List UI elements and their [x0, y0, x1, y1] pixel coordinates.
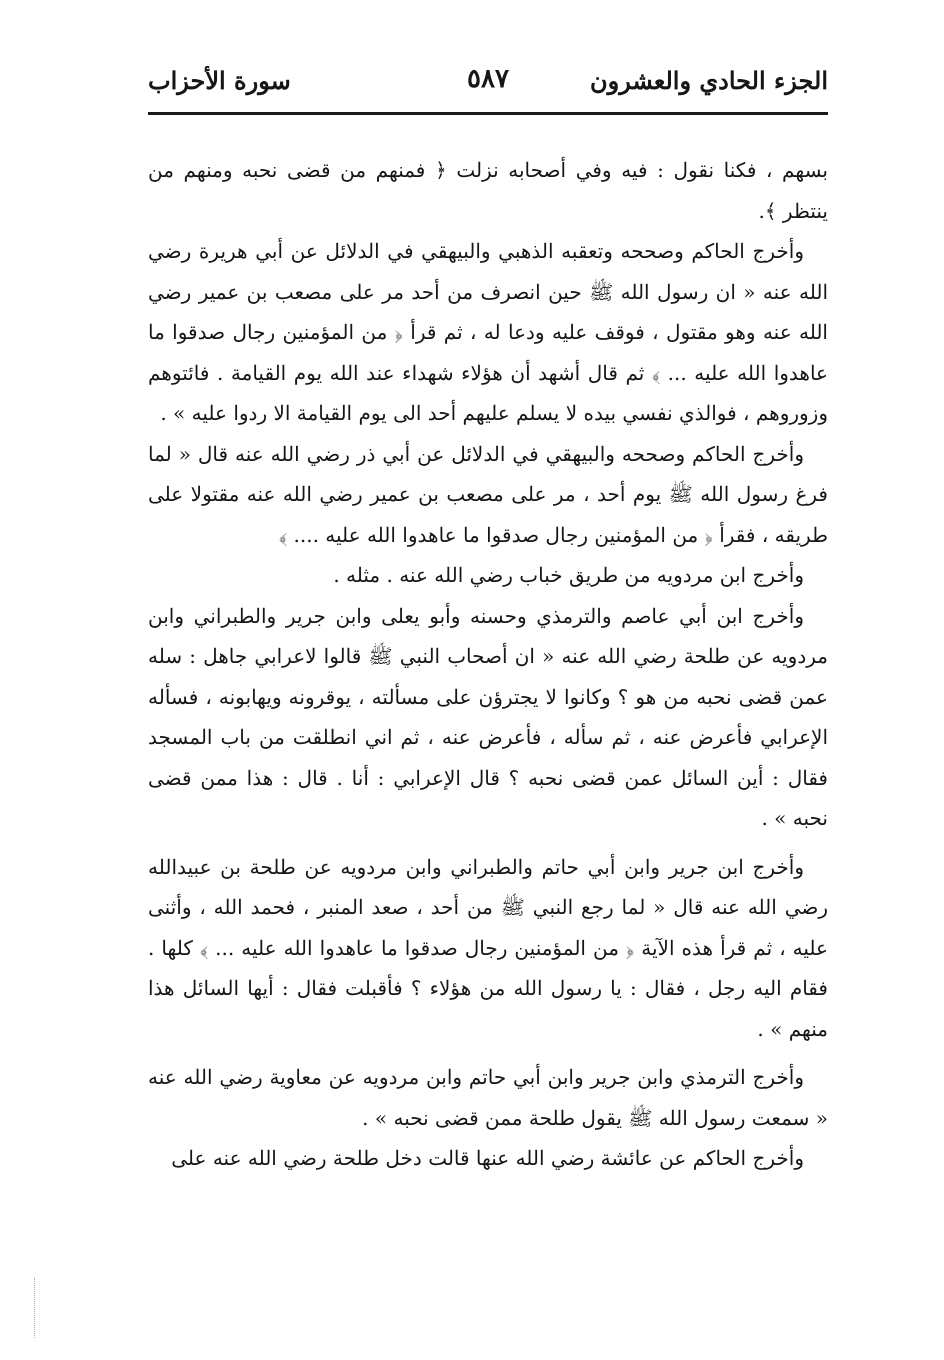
paragraph: وأخرج الحاكم وصححه وتعقبه الذهبي والبيهقي في الدلائل عن أبي هريرة رضي الله عنه « ان رسول الله ﷺ حين انصرف من أحد مر على مصعب بن عمير رضي الله عنه وهو مقتول ، فوقف عليه ودعا له ، ثم قرأ ﴿ من المؤمنين رجال صدقوا ما عاهدوا الله عليه ... ﴾ ثم قال أشهد أن هؤلاء شهداء عند الله يوم القيامة . فائتوهم وزوروهم ، فوالذي نفسي بيده لا يسلم عليهم أحد الى يوم القيامة الا ردوا عليه » . — [148, 239, 828, 425]
surah-title: سورة الأحزاب — [148, 66, 291, 95]
page-number: ٥٨٧ — [467, 64, 509, 94]
paragraph: وأخرج الحاكم وصححه والبيهقي في الدلائل عن أبي ذر رضي الله عنه قال « لما فرغ رسول الله ﷺ يوم أحد ، مر على مصعب بن عمير رضي الله عنه مقتولا على طريقه ، فقرأ ﴿ من المؤمنين رجال صدقوا ما عاهدوا الله عليه .... ﴾ — [148, 441, 828, 547]
scan-artifact — [34, 1278, 37, 1338]
paragraph: وأخرج ابن جرير وابن أبي حاتم والطبراني وابن مردويه عن طلحة بن عبيدالله رضي الله عنه قال « لما رجع النبي ﷺ من أحد ، صعد المنبر ، فحمد الله ، وأثنى عليه ، ثم قرأ هذه الآية ﴿ من المؤمنين رجال صدقوا ما عاهدوا الله عليه ... ﴾ كلها . فقام اليه رجل ، فقال : يا رسول الله من هؤلاء ؟ فأقبلت فقال : أيها السائل هذا منهم » . — [148, 854, 828, 1041]
paragraph: وأخرج ابن مردويه من طريق خباب رضي الله عنه . مثله . — [333, 563, 804, 587]
header-divider — [148, 112, 828, 115]
paragraph: وأخرج ابن أبي عاصم والترمذي وحسنه وأبو يعلى وابن جرير والطبراني وابن مردويه عن طلحة رضي الله عنه « ان أصحاب النبي ﷺ قالوا لاعرابي جاهل : سله عمن قضى نحبه من هو ؟ وكانوا لا يجترؤن على مسألته ، يوقرونه ويهابونه ، فسأله الإعرابي فأعرض عنه ، ثم سأله ، فأعرض عنه ، ثم اني انطلقت من باب المسجد فقال : أين السائل عمن قضى نحبه ؟ قال الإعرابي : أنا . قال : هذا ممن قضى نحبه » . — [148, 603, 828, 830]
paragraph: بسهم ، فكنا نقول : فيه وفي أصحابه نزلت ﴿ فمنهم من قضى نحبه ومنهم من ينتظر ﴾. — [148, 158, 828, 223]
page-header — [148, 60, 828, 110]
paragraph: وأخرج الحاكم عن عائشة رضي الله عنها قالت دخل طلحة رضي الله عنه على — [171, 1146, 804, 1170]
paragraph: وأخرج الترمذي وابن جرير وابن أبي حاتم وابن مردويه عن معاوية رضي الله عنه « سمعت رسول الله ﷺ يقول طلحة ممن قضى نحبه » . — [148, 1065, 828, 1130]
juz-title: الجزء الحادي والعشرون — [590, 66, 828, 95]
page-body — [148, 150, 828, 1179]
